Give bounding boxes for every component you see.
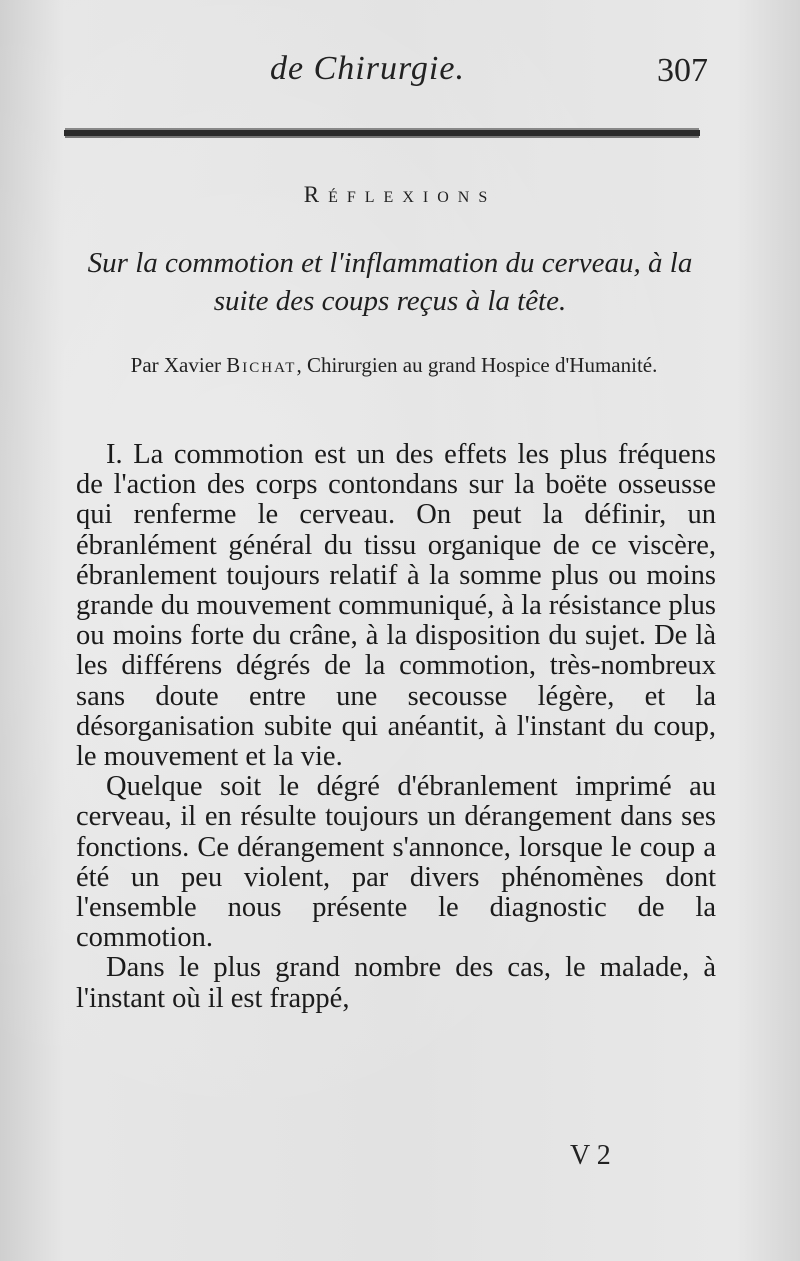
article-body [76, 440, 716, 1014]
running-title: de Chirurgie. [270, 50, 465, 87]
article-heading: Réflexions [303, 182, 497, 207]
author-name: Bichat [226, 353, 297, 377]
running-header [60, 50, 720, 106]
byline-suffix: , Chirurgien au grand Hospice d'Humanité. [296, 353, 658, 377]
page-number: 307 [657, 52, 708, 89]
paragraph-3: Dans le plus grand nombre des cas, le malade, à l'instant où il est frappé, [76, 952, 716, 1014]
header-rule [64, 130, 700, 136]
paragraph-2: Quelque soit le dégré d'ébranlement imprimé au cerveau, il en résulte toujours un dérangement dans ses fonctions. Ce dérangement s'annonce, lorsque le coup a été un peu violent, par divers phénomènes dont l'ensemble nous présente le diagnostic de la commotion. [76, 771, 716, 954]
signature-mark: V 2 [570, 1140, 611, 1171]
paragraph-1: I. La commotion est un des effets les plus fréquens de l'action des corps contondans sur la boëte osseusse qui renferme le cerveau. On peut la définir, un ébranlément général du tissu organique de ce viscère, ébranlement toujours relatif à la somme plus ou moins grande du mouvement communiqué, à la résistance plus ou moins forte du crâne, à la disposition du sujet. De là les différens dégrés de la commotion, très-nombreux sans doute entre une secousse légère, et la désorganisation subite qui anéantit, à l'instant du coup, le mouvement et la vie. [76, 439, 716, 773]
article-subtitle: Sur la commotion et l'inflammation du cerveau, à la suite des coups reçus à la tête. [87, 247, 693, 317]
author-byline [74, 352, 714, 378]
byline-prefix: Par Xavier [130, 353, 222, 377]
